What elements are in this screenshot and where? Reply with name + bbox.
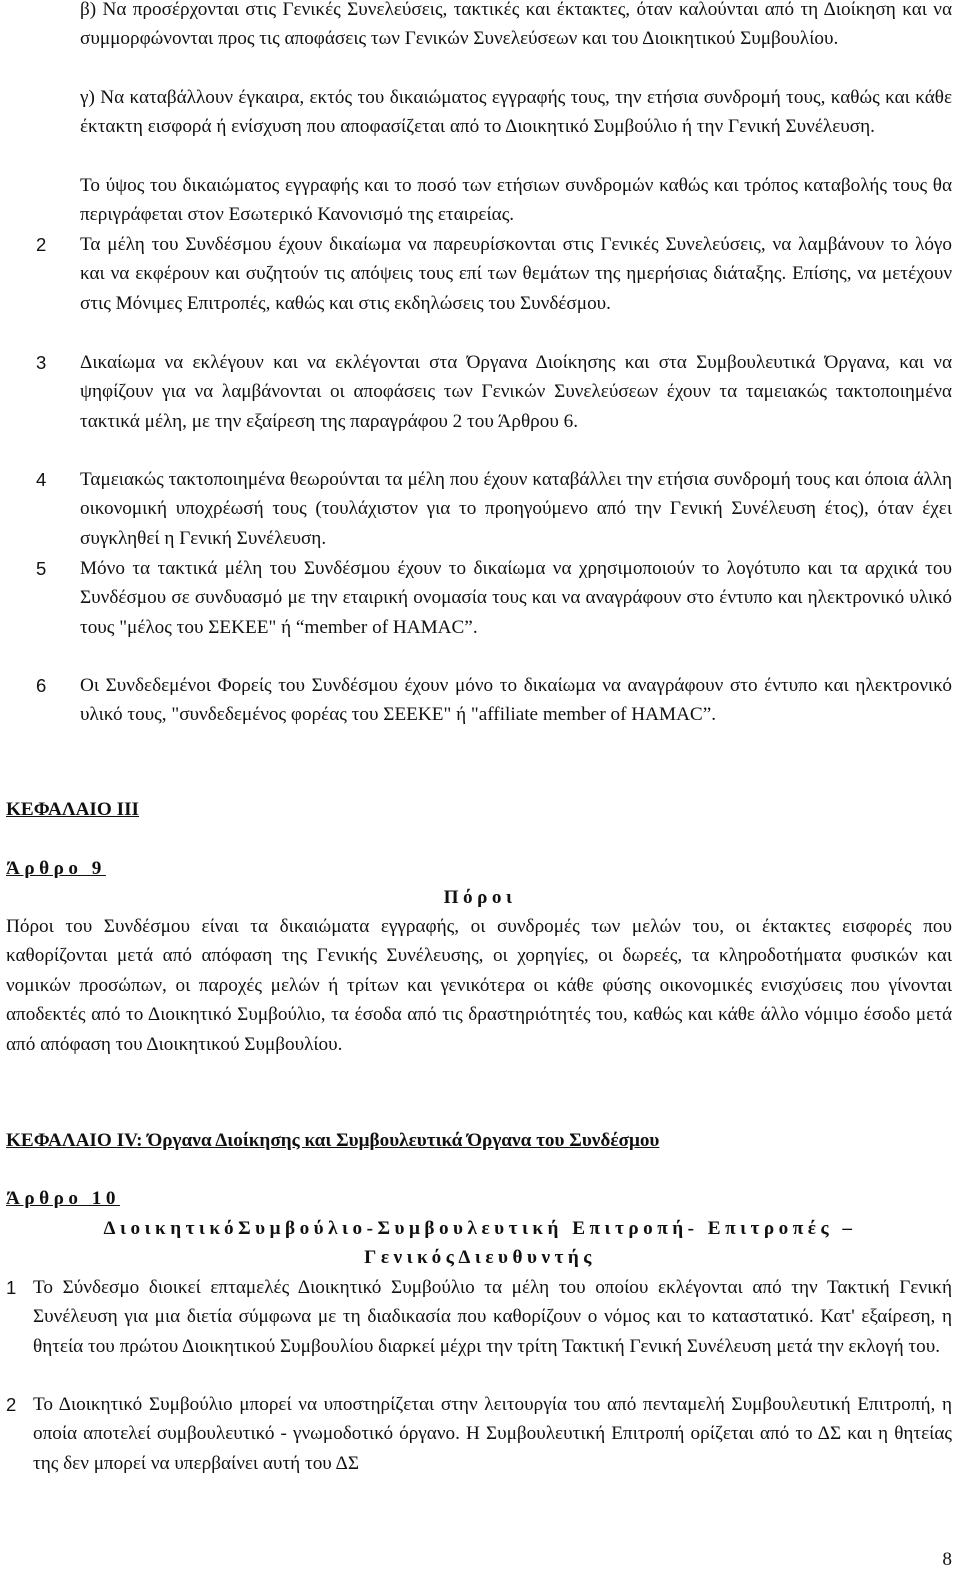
item-number: 1 xyxy=(6,1277,17,1298)
item-text: Δικαίωμα να εκλέγουν και να εκλέγονται στα Όργανα Διοίκησης και στα Συμβουλευτικά Όργανα, και να ψηφίζουν για να λαμβάνονται οι αποφάσεις των Γενικών Συνελεύσεων έχουν τα ταμειακώς τακτοποιημένα τακτικά μέλη, με την εξαίρεση της παραγράφου 2 του Άρθρου 6. xyxy=(80,352,952,432)
article-title: Πόροι xyxy=(443,887,517,908)
item-number: 3 xyxy=(36,352,47,373)
chapter-heading: ΚΕΦΑΛΑΙΟ ΙΙΙ xyxy=(6,799,140,820)
item-text: Ταμειακώς τακτοποιημένα θεωρούνται τα μέλη που έχουν καταβάλλει την ετήσια συνδρομή τους και όποια άλλη οικονομική υποχρέωσή τους (τουλάχιστον για το προηγούμενο από την Γενική Συνέλευση έτος), όταν έχει συγκληθεί η Γενική Συνέλευση. xyxy=(80,469,952,549)
article-title-line-1: ΔιοικητικόΣυμβούλιο-Συμβουλευτική Επιτροπή- Επιτροπές – xyxy=(103,1218,857,1239)
article-heading: Άρθρο 9 xyxy=(6,858,106,879)
page-number: 8 xyxy=(942,1549,952,1570)
item-text: Μόνο τα τακτικά μέλη του Συνδέσμου έχουν το δικαίωμα να χρησιμοποιούν το λογότυπο και τα αρχικά του Συνδέσμου σε συνδυασμό με την εταιρική ονομασία τους και να αναγράφουν στο έντυπο και ηλεκτρονικό υλικό τους "μέλος του ΣΕΚΕΕ" ή “member of HAMAC”. xyxy=(80,558,952,638)
paragraph-beta: β) Να προσέρχονται στις Γενικές Συνελεύσεις, τακτικές και έκτακτες, όταν καλούνται από τη Διοίκηση και να συμμορφώνονται προς τις αποφάσεις των Γενικών Συνελεύσεων και του Διοικητικού Συμβουλίου. xyxy=(80,0,952,50)
item-number: 2 xyxy=(6,1394,17,1415)
item-number: 6 xyxy=(36,675,47,696)
article-body: Πόροι του Συνδέσμου είναι τα δικαιώματα εγγραφής, οι συνδρομές των μελών του, οι έκτακτες εισφορές που καθορίζονται μετά από απόφαση της Γενικής Συνέλευσης, οι χορηγίες, οι δωρεές, τα κληροδοτήματα φυσικών και νομικών προσώπων, οι παροχές μελών ή τρίτων και γενικότερα οι κάθε φύσης οικονομικές ενισχύσεις που γίνονται αποδεκτές από το Διοικητικό Συμβούλιο, τα έσοδα από τις δραστηριότητές του, καθώς και κάθε άλλο νόμιμο έσοδο μετά από απόφαση του Διοικητικού Συμβουλίου. xyxy=(6,916,952,1055)
article-heading: Άρθρο 10 xyxy=(6,1188,120,1209)
article-title-line-2: ΓενικόςΔιευθυντής xyxy=(364,1247,596,1268)
paragraph-fee-note: Το ύψος του δικαιώματος εγγραφής και το ποσό των ετήσιων συνδρομών καθώς και τρόπος καταβολής τους θα περιγράφεται στον Εσωτερικό Κανονισμό της εταιρείας. xyxy=(80,175,952,226)
item-number: 4 xyxy=(36,469,47,490)
item-text: Το Διοικητικό Συμβούλιο μπορεί να υποστηρίζεται στην λειτουργία του από πενταμελή Συμβουλευτική Επιτροπή, η οποία αποτελεί συμβουλευτικό - γνωμοδοτικό όργανο. Η Συμβουλευτική Επιτροπή ορίζεται από το ΔΣ και η θητείας της δεν μπορεί να υπερβαίνει αυτή του ΔΣ xyxy=(33,1394,952,1474)
item-number: 2 xyxy=(36,234,47,255)
item-text: Τα μέλη του Συνδέσμου έχουν δικαίωμα να παρευρίσκονται στις Γενικές Συνελεύσεις, να λαμβάνουν το λόγο και να εκφέρουν και συζητούν τις απόψεις τους επί των θεμάτων της ημερήσιας διάταξης. Επίσης, να μετέχουν στις Μόνιμες Επιτροπές, καθώς και στις εκδηλώσεις του Συνδέσμου. xyxy=(80,234,952,314)
item-text: Το Σύνδεσμο διοικεί επταμελές Διοικητικό Συμβούλιο τα μέλη του οποίου εκλέγονται από την Τακτική Γενική Συνέλευση για μια διετία σύμφωνα με τη διαδικασία που καθορίζουν ο νόμος και το καταστατικό. Κατ' εξαίρεση, η θητεία του πρώτου Διοικητικού Συμβουλίου διαρκεί μέχρι την τρίτη Τακτική Γενική Συνέλευση μετά την εκλογή του. xyxy=(33,1277,952,1357)
chapter-heading: ΚΕΦΑΛΑΙΟ IV: Όργανα Διοίκησης και Συμβουλευτικά Όργανα του Συνδέσμου xyxy=(6,1130,660,1151)
paragraph-gamma: γ) Να καταβάλλουν έγκαιρα, εκτός του δικαιώματος εγγραφής τους, την ετήσια συνδρομή τους, καθώς και κάθε έκτακτη εισφορά ή ενίσχυση που αποφασίζεται από το Διοικητικό Συμβούλιο ή την Γενική Συνέλευση. xyxy=(80,87,952,138)
item-text: Οι Συνδεδεμένοι Φορείς του Συνδέσμου έχουν μόνο το δικαίωμα να αναγράφουν στο έντυπο και ηλεκτρονικό υλικό τους, "συνδεδεμένος φορέας του ΣΕΕΚΕ" ή "affiliate member of HAMAC”. xyxy=(80,675,952,726)
item-number: 5 xyxy=(36,558,47,579)
